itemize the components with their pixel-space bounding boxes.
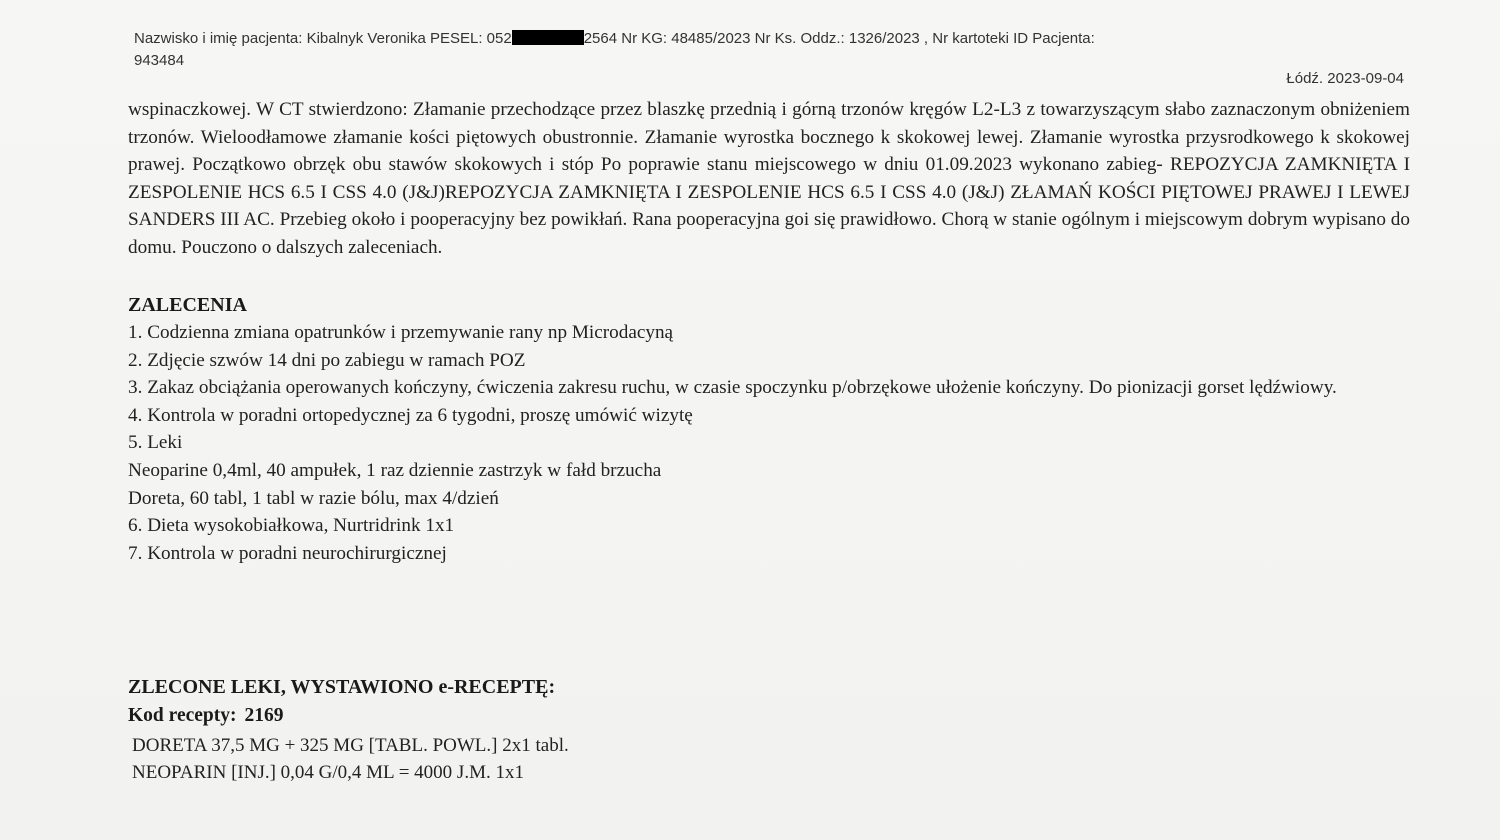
patient-info-suffix: 2564 Nr KG: 48485/2023 Nr Ks. Oddz.: 1326/2023 , Nr kartoteki ID Pacjenta: bbox=[583, 30, 1095, 47]
list-item: Neoparine 0,4ml, 40 ampułek, 1 raz dziennie zastrzyk w fałd brzucha bbox=[128, 459, 662, 481]
list-item: 6. Dieta wysokobiałkowa, Nurtridrink 1x1 bbox=[128, 515, 455, 537]
list-item: 2. Zdjęcie szwów 14 dni po zabiegu w ramach POZ bbox=[128, 349, 526, 371]
discharge-paragraph bbox=[128, 96, 1410, 261]
document-date: Łódź. 2023-09-04 bbox=[1286, 70, 1404, 87]
prescription-code-value: 2169 bbox=[244, 705, 284, 726]
prescription-code-label: Kod recepty: bbox=[128, 705, 237, 726]
paragraph-text: wspinaczkowej. W CT stwierdzono: Złamanie przechodzące przez blaszkę przednią i górną trzonów kręgów L2-L3 z towarzyszącym słabo zaznaczonym obniżeniem trzonów. Wieloodłamowe złamanie kości piętowych obustronnie. Złamanie wyrostka bocznego k skokowej lewej. Złamanie wyrostka przysrodkowego k skokowej prawej. Początkowo obrzęk obu stawów skokowych i stóp Po poprawie stanu miejscowego w dniu 01.09.2023 wykonano zabieg- REPOZYCJA ZAMKNIĘTA I ZESPOLENIE HCS 6.5 I CSS 4.0 (J&J)REPOZYCJA ZAMKNIĘTA I ZESPOLENIE HCS 6.5 I CSS 4.0 (J&J) ZŁAMAŃ KOŚCI PIĘTOWEJ PRAWEJ I LEWEJ SANDERS III AC. Przebieg około i pooperacyjny bez powikłań. Rana pooperacyjna goi się prawidłowo. Chorą w stanie ogólnym i miejscowym dobrym wypisano do domu. Pouczono o dalszych zaleceniach. bbox=[128, 99, 1410, 258]
drug-line: NEOPARIN [INJ.] 0,04 G/0,4 ML = 4000 J.M. 1x1 bbox=[132, 762, 524, 783]
prescription-heading: ZLECONE LEKI, WYSTAWIONO e-RECEPTĘ: bbox=[128, 676, 556, 698]
list-item: 5. Leki bbox=[128, 432, 183, 454]
list-item: 1. Codzienna zmiana opatrunków i przemywanie rany np Microdacyną bbox=[128, 322, 674, 343]
prescribed-drugs bbox=[132, 732, 569, 786]
list-item: Doreta, 60 tabl, 1 tabl w razie bólu, max 4/dzień bbox=[128, 487, 499, 509]
drug-line: DORETA 37,5 MG + 325 MG [TABL. POWL.] 2x1 tabl. bbox=[132, 735, 569, 756]
recommendations-heading: ZALECENIA bbox=[128, 294, 247, 316]
patient-header bbox=[134, 28, 1384, 72]
list-item: 4. Kontrola w poradni ortopedycznej za 6 tygodni, proszę umówić wizytę bbox=[128, 404, 693, 426]
list-item: 7. Kontrola w poradni neurochirurgicznej bbox=[128, 542, 447, 564]
patient-info-prefix: Nazwisko i imię pacjenta: Kibalnyk Veronika PESEL: 052 bbox=[134, 30, 512, 47]
patient-id: 943484 bbox=[134, 52, 185, 69]
redaction-bar bbox=[512, 30, 584, 45]
list-item: 3. Zakaz obciążania operowanych kończyny, ćwiczenia zakresu ruchu, w czasie spoczynku p/obrzękowe ułożenie kończyny. Do pionizacji gorset lędźwiowy. bbox=[128, 377, 1337, 399]
recommendations-list bbox=[128, 319, 1398, 567]
prescription-code bbox=[128, 705, 284, 727]
